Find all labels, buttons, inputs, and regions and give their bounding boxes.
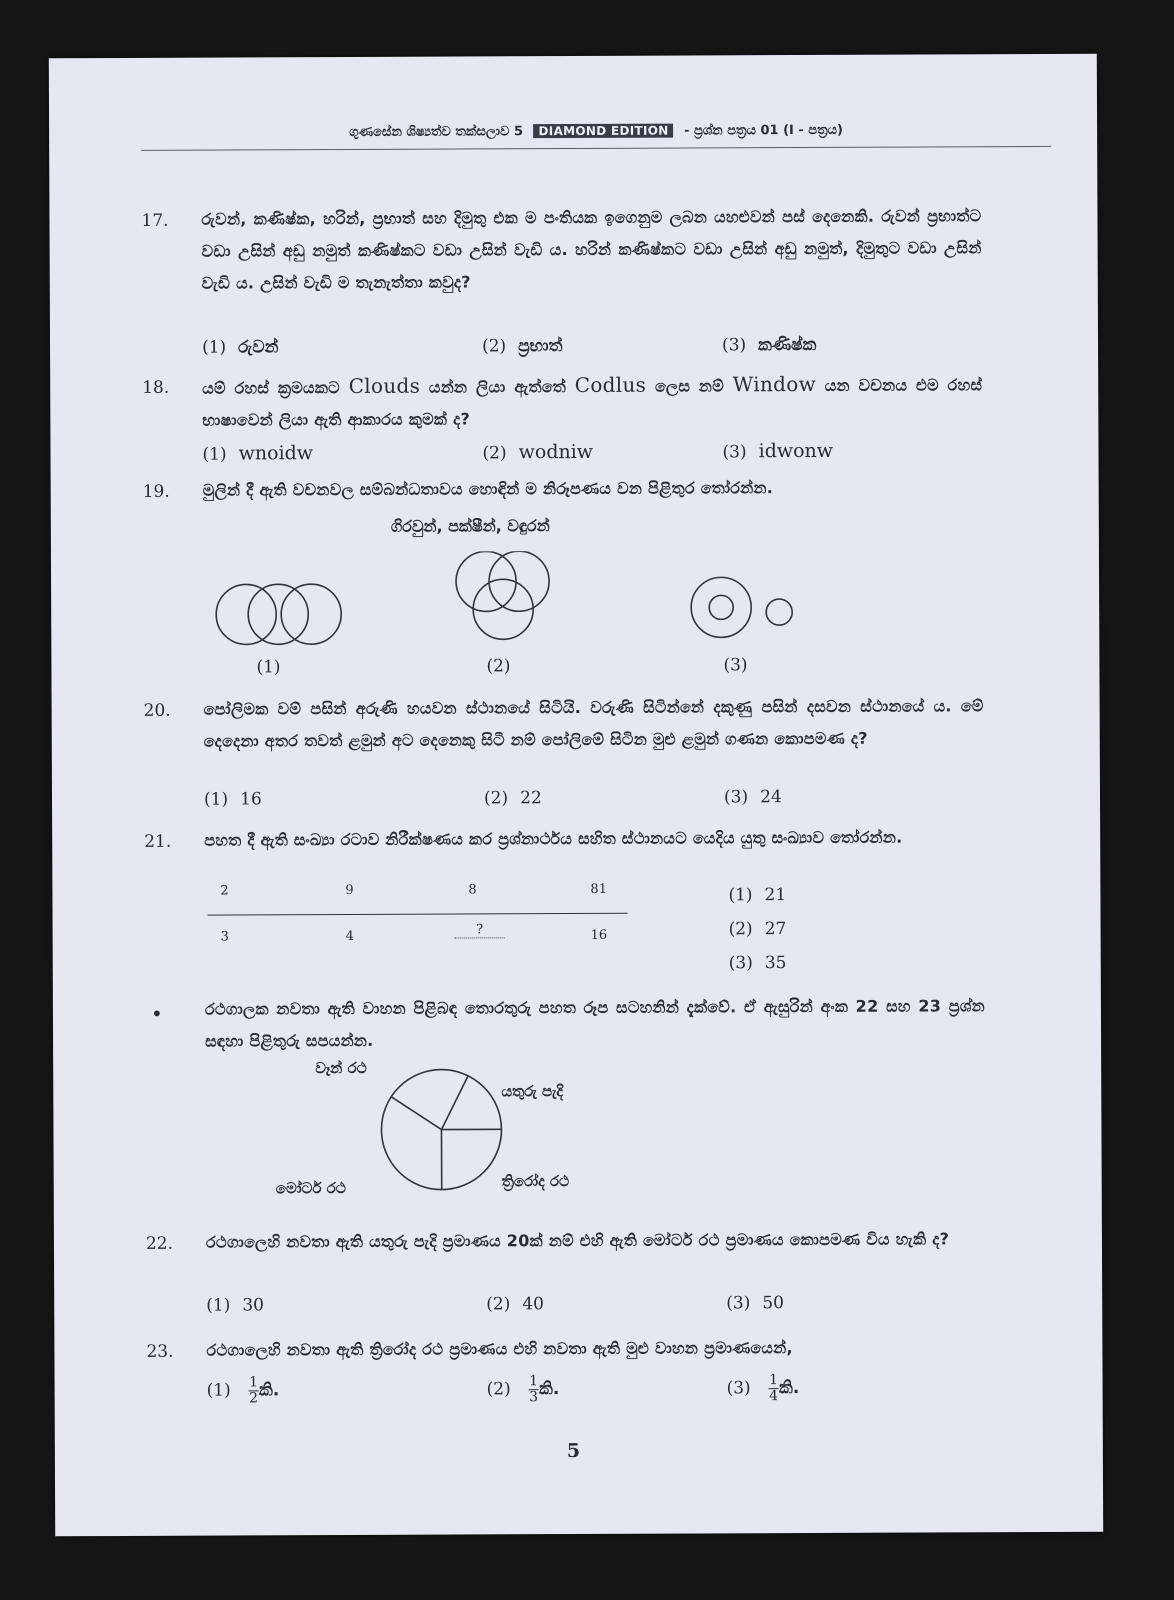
pattern-missing-value: ?: [455, 922, 505, 938]
option-number: (2): [486, 1294, 511, 1315]
pie-label-van: වෑන් රථ: [315, 1058, 367, 1078]
question-17-number: 17.: [141, 210, 169, 231]
question-19-number: 19.: [142, 481, 170, 502]
fraction-denominator: 2: [249, 1390, 259, 1407]
question-21-text: පහත දී ඇති සංඛ්‍යා රටාව නිරීක්ෂණය කර ප්‍රශ්නාර්ථය සහිත ස්ථානයට යෙදිය යුතු සංඛ්‍යාව තෝරන්න.: [204, 827, 903, 850]
question-21-number: 21.: [144, 831, 172, 852]
q18-word-window: Window: [732, 371, 817, 397]
q18-option-3[interactable]: [722, 440, 833, 462]
option-number: (1): [202, 337, 227, 358]
venn-3-separate-circle: [766, 599, 792, 625]
q21-option-1[interactable]: [728, 885, 786, 905]
question-18-number: 18.: [142, 377, 170, 398]
q18-text-d: යන වචනය එම රහස් භාෂාවෙන් ලියා ඇති ආකාරය කුමක් ද?: [202, 375, 983, 430]
option-suffix: කි.: [538, 1379, 560, 1400]
option-text: 22: [520, 788, 542, 809]
option-text: කණිෂ්ක: [758, 334, 817, 356]
question-22-text: රථගාලෙහි නවතා ඇති යතුරු පැදි ප්‍රමාණය 20ක් නම් එහි ඇති මෝටර් රථ ප්‍රමාණය කොපමණ විය හැකි ද?: [205, 1229, 950, 1252]
option-text: wodniw: [518, 440, 594, 464]
option-number: (1): [206, 1380, 231, 1401]
option-number: (2): [482, 443, 507, 464]
q18-text-a: යම් රහස් ක්‍රමයකට: [202, 378, 340, 398]
option-number: (3): [723, 787, 749, 808]
option-number: (1): [256, 657, 281, 678]
pattern-top-1: 2: [220, 883, 229, 899]
option-text: 16: [240, 789, 262, 810]
option-number: (3): [722, 442, 747, 463]
option-text: 27: [764, 919, 787, 940]
q18-text-c: ලෙස නම්: [654, 376, 725, 396]
option-number: (2): [483, 788, 509, 809]
fraction: [768, 1373, 779, 1404]
option-number: (3): [726, 1378, 751, 1399]
q22-option-3[interactable]: [726, 1293, 784, 1313]
option-number: (3): [726, 1293, 751, 1314]
fraction-denominator: 4: [769, 1388, 779, 1405]
pattern-top-2: 9: [345, 882, 354, 899]
option-text: රුවන්: [238, 337, 279, 358]
q19-words: ගිරවුන්, පක්ෂීන්, වඳුරන්: [390, 516, 550, 536]
q23-option-3[interactable]: [727, 1373, 800, 1404]
fraction-numerator: 1: [249, 1374, 259, 1391]
fraction: [248, 1375, 259, 1406]
question-22-number: 22.: [145, 1233, 174, 1254]
pie-label-motor: මෝටර් රථ: [275, 1179, 346, 1198]
question-20-text: පෝලිමක වම් පසින් අරුණි හයවන ස්ථානයේ සිටියි. වරුණි සිටින්නේ දකුණු පසින් දසවන ස්ථානයේ ය. මේ දෙදෙනා අතර තවත් ළමුන් අට දෙනෙකු සිටි නම් පෝලිමේ සිටින මුළු ළමුන් ගණන කොපමණ ද?: [203, 696, 984, 751]
q20-option-3[interactable]: [724, 787, 782, 807]
option-text: 50: [762, 1293, 784, 1314]
option-text: 35: [764, 953, 787, 974]
venn-2-circle-a: [456, 551, 516, 611]
option-number: (2): [481, 336, 507, 357]
q17-option-1[interactable]: [202, 337, 278, 357]
venn-3-outer-circle: [691, 577, 751, 637]
option-text: idwonw: [758, 439, 834, 463]
option-suffix: කි.: [778, 1378, 800, 1399]
q18-text-b: යන්න ලියා ඇත්තේ: [428, 377, 567, 397]
fraction-denominator: 3: [529, 1389, 539, 1406]
option-text: wnoidw: [238, 442, 314, 465]
edition-badge: DIAMOND EDITION: [533, 124, 673, 139]
option-number: (3): [721, 335, 747, 356]
venn-2-circle-b: [489, 551, 549, 611]
q19-option-1[interactable]: [256, 657, 280, 677]
question-18-text: [202, 367, 982, 436]
pie-label-threewheel: ත්‍රිරෝද රථ: [501, 1172, 570, 1191]
question-20-number: 20.: [143, 700, 171, 721]
fraction-numerator: 1: [769, 1372, 779, 1389]
q19-option-2[interactable]: [486, 656, 510, 676]
question-19-text: මුලින් දී ඇති වචනවල සම්බන්ධතාවය හොඳින් ම නිරූපණය වන පිළිතුර තෝරන්න.: [202, 478, 774, 500]
q23-option-2[interactable]: [487, 1374, 560, 1405]
venn-2-circle-c: [473, 579, 533, 639]
header-right: - ප්‍රශ්න පත්‍රය 01 (I - පත්‍රය): [684, 122, 843, 139]
question-23-number: 23.: [146, 1341, 174, 1362]
question-17-text: රුවන්, කණිෂ්ක, හරින්, ප්‍රභාත් සහ දිමුතු එක ම පංතියක ඉගෙනුම ලබන යහළුවන් පස් දෙනෙකි. රුවන් ප්‍රභාත්ට වඩා උසින් අඩු නමුත් කණිෂ්කට වඩා උසින් වැඩි ය. හරින් කණිෂ්කට වඩා උසින් අඩු නමුත්, දිමුතුට වඩා උසින් වැඩි ය. උසින් වැඩි ම තැනැත්තා කවුද?: [201, 206, 982, 293]
q20-option-1[interactable]: [204, 789, 262, 809]
option-number: (1): [202, 444, 227, 465]
option-text: 21: [764, 885, 787, 906]
venn-1-circle-c: [281, 584, 341, 644]
option-number: (2): [728, 919, 753, 940]
q18-word-clouds: Clouds: [348, 373, 421, 398]
venn-diagram-options: [201, 550, 821, 663]
pattern-bottom-4: 16: [590, 927, 608, 943]
option-number: (2): [486, 1379, 511, 1400]
vehicle-pie-chart: [378, 1066, 505, 1193]
exam-page: [49, 54, 1103, 1537]
q21-option-2[interactable]: [729, 919, 787, 939]
info-bullet: •: [150, 1001, 163, 1026]
option-text: 24: [760, 787, 782, 808]
pie-divider-bicycle: [441, 1075, 468, 1129]
fraction-numerator: 1: [529, 1373, 539, 1390]
pattern-bottom-1: 3: [220, 929, 229, 945]
venn-3-inner-circle: [709, 595, 733, 619]
pattern-bottom-2: 4: [345, 928, 354, 945]
option-number: (3): [723, 655, 748, 676]
option-number: (3): [728, 953, 753, 974]
option-number: (1): [203, 789, 229, 810]
option-number: (1): [728, 885, 753, 906]
question-23-text: රථගාලෙහි නවතා ඇති ත්‍රිරෝද රථ ප්‍රමාණය එහි නවතා ඇති මුළු වාහන ප්‍රමාණයෙන්,: [206, 1338, 793, 1360]
info-text: රථගාලක නවතා ඇති වාහන පිළිබඳ තොරතුරු පහත රූප සටහනින් දැක්වේ. ඒ ඇසුරින් අංක 22 සහ 23 ප්‍රශ්න සඳහා පිළිතුරු සපයන්න.: [204, 996, 985, 1051]
option-suffix: කි.: [258, 1380, 280, 1401]
header-left: ගුණසේන ශිෂ්‍යත්ව තක්සලාව 5: [349, 124, 524, 140]
page-number: 5: [566, 1439, 581, 1463]
pattern-top-3: 8: [468, 882, 477, 898]
fraction: [528, 1374, 539, 1405]
pie-divider-van: [391, 1097, 441, 1130]
option-text: 30: [242, 1295, 265, 1316]
option-number: (1): [206, 1295, 231, 1316]
pie-label-bicycle: යතුරු පැදි: [501, 1082, 564, 1101]
q21-option-3[interactable]: [729, 953, 787, 973]
q17-option-2[interactable]: [482, 336, 562, 356]
q19-option-3[interactable]: [723, 655, 747, 675]
q22-option-2[interactable]: [486, 1294, 544, 1314]
pattern-top-4: 81: [590, 881, 607, 897]
page-header: [141, 122, 1051, 151]
q18-option-1[interactable]: [202, 442, 313, 464]
q22-option-1[interactable]: [206, 1295, 264, 1315]
q18-word-codlus: Codlus: [574, 372, 647, 398]
option-text: 40: [522, 1294, 544, 1315]
q20-option-2[interactable]: [484, 788, 542, 808]
option-text: ප්‍රභාත්: [518, 336, 563, 357]
venn-1-circle-a: [216, 584, 276, 644]
q17-option-3[interactable]: [722, 335, 816, 355]
pattern-divider: [208, 913, 628, 916]
q23-option-1[interactable]: [207, 1375, 280, 1406]
q18-option-2[interactable]: [482, 441, 593, 463]
venn-1-circle-b: [248, 584, 308, 644]
option-number: (2): [486, 656, 511, 677]
